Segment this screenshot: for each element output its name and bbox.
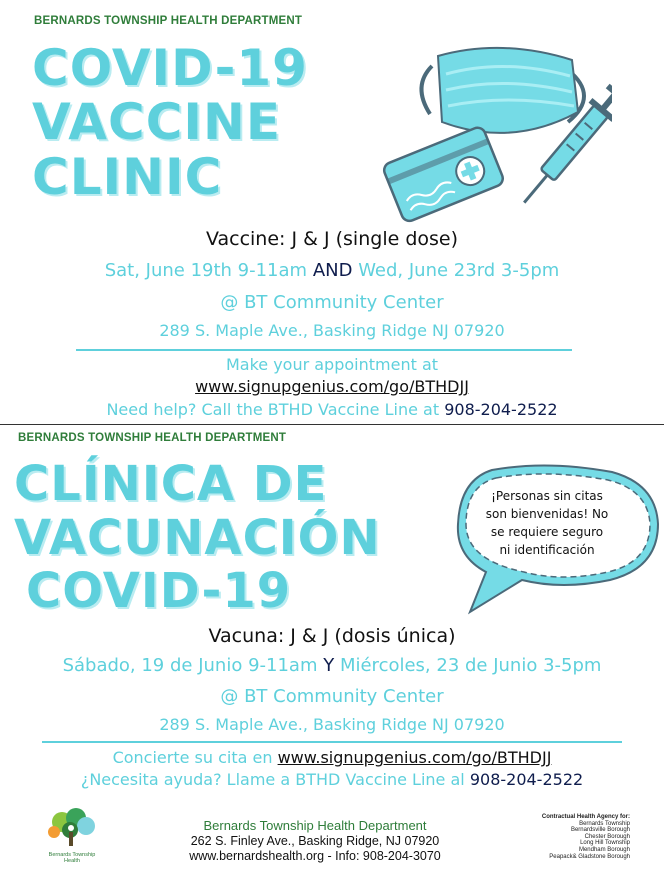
and-word-es: Y [323,655,335,676]
footer-web-info: www.bernardshealth.org - Info: 908-204-3070 [189,849,441,863]
title-es-line-1: CLÍNICA DE [14,456,328,512]
title-line-2: VACCINE [32,93,281,151]
logo-text: Bernards Township [48,852,96,858]
bubble-message [472,487,622,559]
logo-subtext: Health [64,858,80,864]
medical-illustration [372,26,612,226]
agency-item: Chester Borough [584,833,630,840]
vaccine-type-es: Vacuna: J & J (dosis única) [208,625,456,647]
divider-es [42,741,622,743]
title-line-1: COVID-19 [32,39,308,97]
date-1-es: Sábado, 19 de Junio 9-11am [62,655,318,676]
agency-item: Long Hill Township [580,840,630,847]
speech-bubble [452,464,662,616]
appointment-text: Make your appointment at [225,355,439,374]
date-2: Wed, June 23rd 3-5pm [358,260,560,281]
title-es-line-2: VACUNACIÓN [14,510,381,566]
dates-line [0,260,664,281]
vaccine-type: Vaccine: J & J (single dose) [205,228,459,250]
divider [76,349,572,351]
agency-item: Peapack& Gladstone Borough [549,853,630,860]
logo [40,808,104,862]
section-separator [0,424,664,425]
date-1: Sat, June 19th 9-11am [104,260,308,281]
signup-link[interactable]: www.signupgenius.com/go/BTHDJJ [195,377,469,396]
bubble-line-3: se requiere seguro [490,525,604,539]
location: @ BT Community Center [220,292,444,313]
department-name: BERNARDS TOWNSHIP HEALTH DEPARTMENT [34,15,303,27]
help-line [0,400,664,419]
bubble-line-1: ¡Personas sin citas [491,489,603,503]
and-word: AND [312,260,353,281]
signup-link-es[interactable]: www.signupgenius.com/go/BTHDJJ [277,748,552,767]
department-name-es: BERNARDS TOWNSHIP HEALTH DEPARTMENT [18,432,287,444]
signup-link-wrap [0,377,664,396]
footer-address: 262 S. Finley Ave., Basking Ridge, NJ 07920 [190,834,440,848]
agency-list [480,814,630,860]
mask-icon [421,48,584,133]
footer-org: Bernards Township Health Department [203,818,427,833]
vaccine-card-icon [382,125,505,223]
help-phone-es[interactable]: 908-204-2522 [469,770,584,789]
agency-item: Bernardsville Borough [570,827,630,834]
footer-info [160,818,470,864]
tree-logo-icon [40,808,104,848]
agency-item: Bernards Township [579,820,630,827]
title-line-3: CLINIC [32,148,223,206]
address-es: 289 S. Maple Ave., Basking Ridge NJ 07920 [159,715,505,734]
title-es-line-3: COVID-19 [26,563,292,619]
address: 289 S. Maple Ave., Basking Ridge NJ 07920 [159,321,505,340]
appointment-line-es [0,748,664,767]
bubble-line-4: ni identificación [499,543,595,557]
location-es: @ BT Community Center [220,686,444,707]
help-text-es: ¿Necesita ayuda? Llame a BTHD Vaccine Line al [80,770,465,789]
appointment-text-es: Concierte su cita en [112,748,273,767]
agency-title: Contractual Health Agency for: [541,814,630,820]
help-line-es [0,770,664,789]
date-2-es: Miércoles, 23 de Junio 3-5pm [339,655,602,676]
help-phone[interactable]: 908-204-2522 [444,400,558,419]
help-text: Need help? Call the BTHD Vaccine Line at [106,400,440,419]
agency-item: Mendham Borough [578,846,630,853]
dates-line-es [0,655,664,676]
bubble-line-2: son bienvenidas! No [485,507,609,521]
